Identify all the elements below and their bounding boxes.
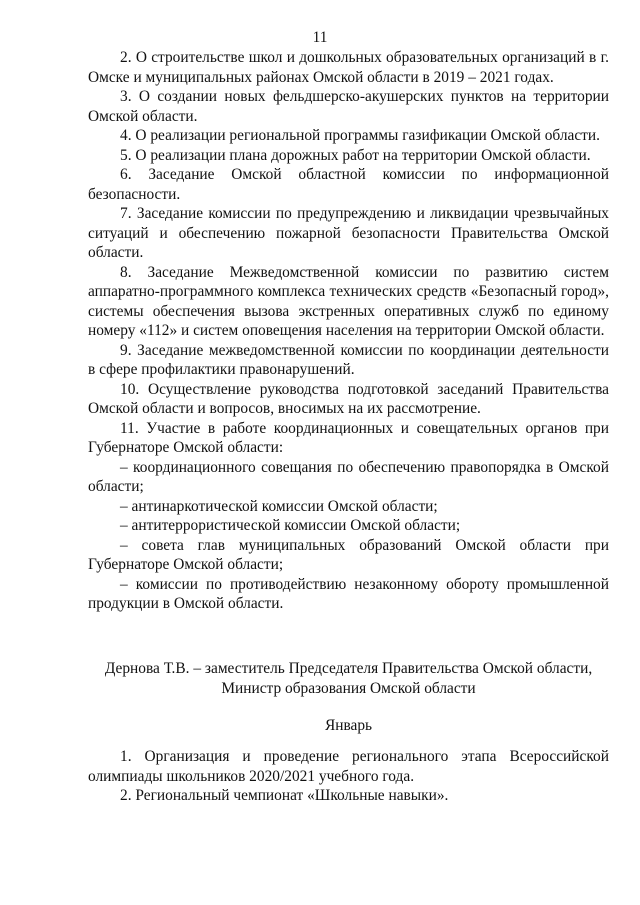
section-heading (88, 659, 609, 698)
page-number: 11 (312, 29, 328, 46)
agenda-subitem: – комиссии по противодействию незаконному обороту промышленной продукции в Омской области. (88, 575, 609, 612)
agenda-item-2: 2. О строительстве школ и дошкольных образовательных организаций в г. Омске и муниципальных районах Омской области в 2019 – 2021 годах. (88, 49, 609, 86)
section-heading-line-2: Министр образования Омской области (221, 679, 476, 697)
agenda-subitem: – координационного совещания по обеспечению правопорядка в Омской области; (88, 458, 609, 495)
agenda-item-5: 5. О реализации плана дорожных работ на территории Омской области. (120, 146, 591, 164)
agenda-item-6: 6. Заседание Омской областной комиссии по информационной безопасности. (88, 166, 609, 203)
agenda-subitem: – антитеррористической комиссии Омской области; (120, 517, 461, 534)
agenda-item-9: 9. Заседание межведомственной комиссии по координации деятельности в сфере профилактики правонарушений. (88, 341, 609, 378)
agenda-list (88, 48, 609, 614)
month-item-1: 1. Организация и проведение регионального этапа Всероссийской олимпиады школьников 2020/2021 учебного года. (88, 748, 609, 785)
month-heading: Январь (324, 717, 373, 734)
section-heading-line-1: Дернова Т.В. – заместитель Председателя Правительства Омской области, (104, 660, 593, 677)
agenda-item-11: 11. Участие в работе координационных и совещательных органов при Губернаторе Омской области: (88, 419, 609, 456)
agenda-subitem: – совета глав муниципальных образований Омской области при Губернаторе Омской области; (88, 536, 609, 573)
agenda-item-7: 7. Заседание комиссии по предупреждению и ликвидации чрезвычайных ситуаций и обеспечению пожарной безопасности Правительства Омской области. (88, 205, 609, 261)
agenda-item-8: 8. Заседание Межведомственной комиссии по развитию систем аппаратно-программного комплекса технических средств «Безопасный город», системы обеспечения вызова экстренных оперативных служб по единому номеру «112» и систем оповещения населения на территории Омской области. (88, 263, 609, 339)
agenda-item-4: 4. О реализации региональной программы газификации Омской области. (120, 127, 600, 144)
agenda-item-10: 10. Осуществление руководства подготовкой заседаний Правительства Омской области и вопросов, вносимых на их рассмотрение. (88, 380, 609, 417)
month-item-2: 2. Региональный чемпионат «Школьные навыки». (120, 787, 449, 804)
agenda-item-3: 3. О создании новых фельдшерско-акушерских пунктов на территории Омской области. (88, 88, 609, 125)
month-agenda-list (88, 747, 609, 806)
agenda-subitem: – антинаркотической комиссии Омской области; (120, 497, 438, 515)
